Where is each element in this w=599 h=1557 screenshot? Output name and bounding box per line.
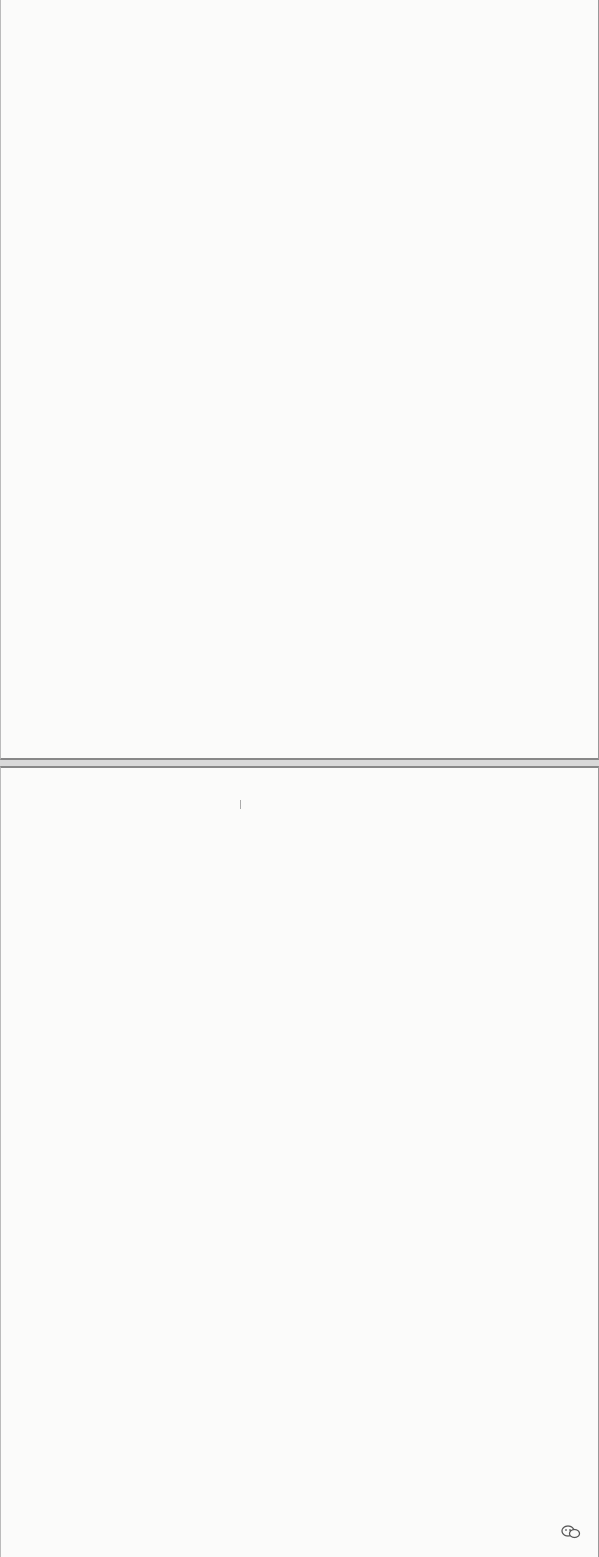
wechat-chat-icon <box>561 1525 581 1539</box>
document-page-3 <box>0 0 599 760</box>
source-watermark <box>561 1525 585 1539</box>
document-page-4 <box>0 766 599 1557</box>
scan-mark <box>240 800 241 809</box>
